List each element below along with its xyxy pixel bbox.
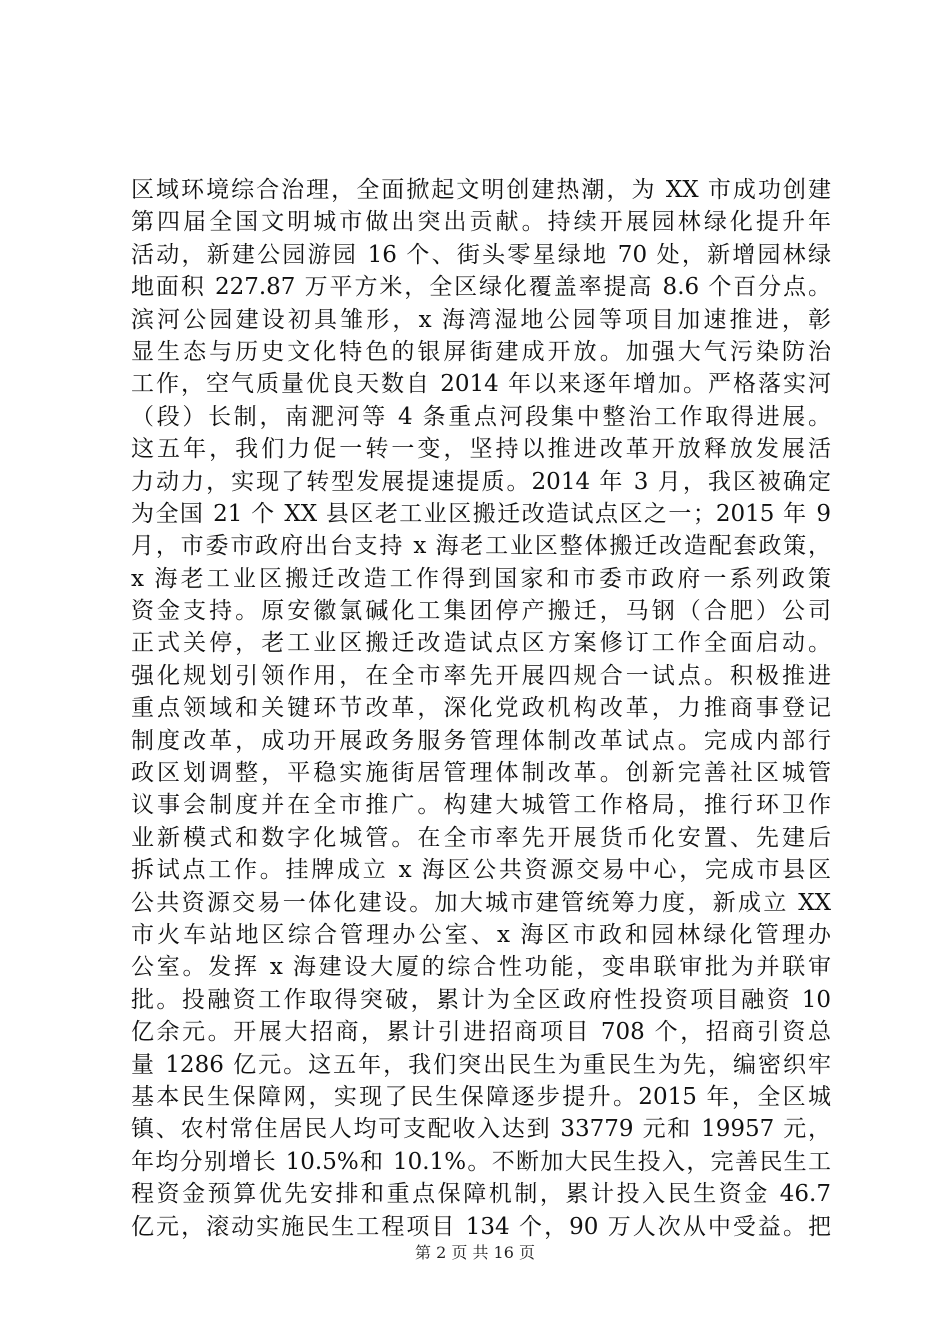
text-line: 批。投融资工作取得突破，累计为全区政府性投资项目融资 10	[131, 986, 831, 1013]
page-footer: 第 2 页 共 16 页	[415, 1243, 535, 1262]
text-line: 资金支持。原安徽氯碱化工集团停产搬迁，马钢（合肥）公司	[131, 598, 831, 625]
text-line: 政区划调整，平稳实施街居管理体制改革。创新完善社区城管	[131, 760, 831, 787]
text-line: 力动力，实现了转型发展提速提质。2014 年 3 月，我区被确定	[131, 468, 831, 495]
text-line: 亿余元。开展大招商，累计引进招商项目 708 个，招商引资总	[131, 1019, 831, 1046]
text-line: 强化规划引领作用，在全市率先开展四规合一试点。积极推进	[131, 662, 831, 689]
text-line: 镇、农村常住居民人均可支配收入达到 33779 元和 19957 元，	[131, 1116, 831, 1143]
text-line: 程资金预算优先安排和重点保障机制，累计投入民生资金 46.7	[131, 1181, 831, 1208]
text-line: x 海老工业区搬迁改造工作得到国家和市委市政府一系列政策	[131, 565, 831, 592]
text-line: 这五年，我们力促一转一变，坚持以推进改革开放释放发展活	[131, 436, 831, 463]
text-line: 显生态与历史文化特色的银屏街建成开放。加强大气污染防治	[131, 338, 831, 365]
text-line: 月，市委市政府出台支持 x 海老工业区整体搬迁改造配套政策，	[131, 533, 831, 560]
text-line: 制度改革，成功开展政务服务管理体制改革试点。完成内部行	[131, 727, 831, 754]
text-line: 量 1286 亿元。这五年，我们突出民生为重民生为先，编密织牢	[131, 1051, 831, 1078]
body-text	[131, 174, 831, 1243]
text-line: 年均分别增长 10.5%和 10.1%。不断加大民生投入，完善民生工	[131, 1148, 831, 1175]
text-line: 公共资源交易一体化建设。加大城市建管统筹力度，新成立 XX	[131, 889, 831, 916]
text-line: 区域环境综合治理，全面掀起文明创建热潮，为 XX 市成功创建	[131, 177, 831, 203]
text-line: 工作，空气质量优良天数自 2014 年以来逐年增加。严格落实河	[131, 371, 831, 398]
text-line: 公室。发挥 x 海建设大厦的综合性功能，变串联审批为并联审	[131, 954, 831, 981]
text-line: 亿元，滚动实施民生工程项目 134 个，90 万人次从中受益。把	[131, 1213, 831, 1240]
text-line: 正式关停，老工业区搬迁改造试点区方案修订工作全面启动。	[131, 630, 831, 657]
text-line: 业新模式和数字化城管。在全市率先开展货币化安置、先建后	[131, 824, 831, 851]
text-line: 活动，新建公园游园 16 个、街头零星绿地 70 处，新增园林绿	[131, 241, 831, 268]
text-line: 基本民生保障网，实现了民生保障逐步提升。2015 年，全区城	[131, 1083, 831, 1110]
text-line: 议事会制度并在全市推广。构建大城管工作格局，推行环卫作	[131, 792, 831, 819]
text-line: 为全国 21 个 XX 县区老工业区搬迁改造试点区之一；2015 年 9	[131, 500, 831, 527]
text-line: 滨河公园建设初具雏形，x 海湾湿地公园等项目加速推进，彰	[131, 306, 831, 333]
text-line: 拆试点工作。挂牌成立 x 海区公共资源交易中心，完成市县区	[131, 857, 831, 884]
text-line: 重点领域和关键环节改革，深化党政机构改革，力推商事登记	[131, 695, 831, 722]
text-line: 市火车站地区综合管理办公室、x 海区市政和园林绿化管理办	[131, 921, 831, 948]
text-line: 地面积 227.87 万平方米，全区绿化覆盖率提高 8.6 个百分点。	[131, 274, 831, 301]
text-line: （段）长制，南淝河等 4 条重点河段集中整治工作取得进展。	[131, 403, 831, 430]
text-line: 第四届全国文明城市做出突出贡献。持续开展园林绿化提升年	[131, 209, 831, 236]
